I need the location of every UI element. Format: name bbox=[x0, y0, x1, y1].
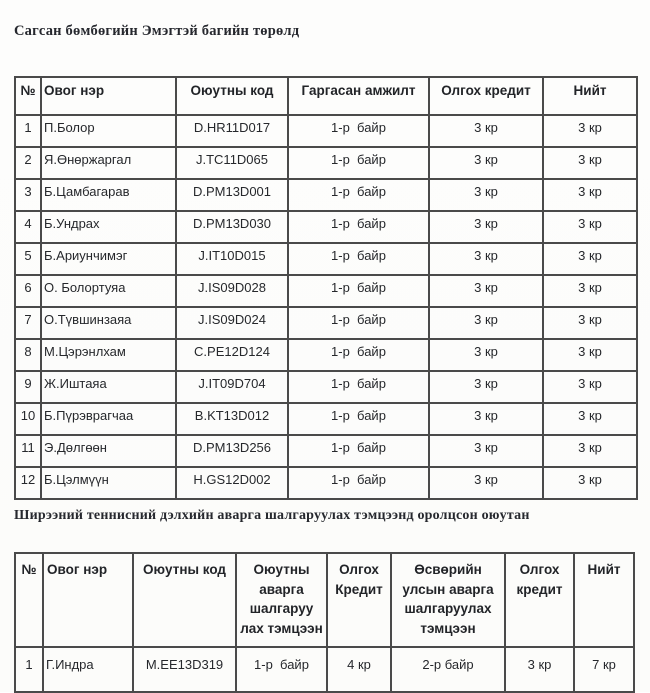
table-row bbox=[15, 115, 637, 147]
name-cell: М.Цэрэнлхам bbox=[41, 339, 176, 371]
credit-cell: 3 кр bbox=[505, 647, 574, 692]
table2-header-row bbox=[15, 553, 634, 647]
section2-title: Ширээний теннисний дэлхийн аварга шалгаруулах тэмцээнд оролцсон оюутан bbox=[14, 508, 530, 523]
table-row bbox=[15, 435, 637, 467]
credit-cell: 3 кр bbox=[429, 211, 543, 243]
row-number-cell: 8 bbox=[15, 339, 41, 371]
row-number-cell: 4 bbox=[15, 211, 41, 243]
credit-cell: 3 кр bbox=[429, 403, 543, 435]
table-row bbox=[15, 307, 637, 339]
section1-title: Сагсан бөмбөгийн Эмэгтэй багийн төрөлд bbox=[14, 23, 300, 39]
student-code-cell: D.PM13D256 bbox=[176, 435, 288, 467]
table-row bbox=[15, 147, 637, 179]
name-cell: Я.Өнөржаргал bbox=[41, 147, 176, 179]
name-cell: О. Болортуяа bbox=[41, 275, 176, 307]
student-code-cell: J.IT09D704 bbox=[176, 371, 288, 403]
credit-cell: 3 кр bbox=[429, 467, 543, 499]
student-code-cell: D.PM13D001 bbox=[176, 179, 288, 211]
row-number-cell: 3 bbox=[15, 179, 41, 211]
name-cell: Б.Пүрэврагчаа bbox=[41, 403, 176, 435]
row-number-cell: 2 bbox=[15, 147, 41, 179]
name-cell: Ж.Иштаяа bbox=[41, 371, 176, 403]
table1-header-credit: Олгох кредит bbox=[429, 77, 543, 115]
table1-header-student-code: Оюутны код bbox=[176, 77, 288, 115]
table-row bbox=[15, 647, 634, 692]
achievement-cell: 1-р байр bbox=[288, 403, 429, 435]
basketball-credits-table bbox=[14, 76, 638, 500]
name-cell: Б.Ариунчимэг bbox=[41, 243, 176, 275]
total-cell: 3 кр bbox=[543, 243, 637, 275]
name-cell: Г.Индра bbox=[43, 647, 133, 692]
student-code-cell: J.IS09D024 bbox=[176, 307, 288, 339]
student-code-cell: C.PE12D124 bbox=[176, 339, 288, 371]
credit-cell: 3 кр bbox=[429, 307, 543, 339]
placement-cell: 2-р байр bbox=[391, 647, 505, 692]
table2-header-credit-1: Олгох Кредит bbox=[327, 553, 391, 647]
student-code-cell: D.PM13D030 bbox=[176, 211, 288, 243]
credit-cell: 3 кр bbox=[429, 371, 543, 403]
name-cell: Б.Цэлмүүн bbox=[41, 467, 176, 499]
row-number-cell: 1 bbox=[15, 647, 43, 692]
table2-header-name: Овог нэр bbox=[43, 553, 133, 647]
achievement-cell: 1-р байр bbox=[288, 115, 429, 147]
total-cell: 3 кр bbox=[543, 371, 637, 403]
student-code-cell: J.IT10D015 bbox=[176, 243, 288, 275]
name-cell: О.Түвшинзаяа bbox=[41, 307, 176, 339]
credit-cell: 3 кр bbox=[429, 115, 543, 147]
name-cell: П.Болор bbox=[41, 115, 176, 147]
row-number-cell: 7 bbox=[15, 307, 41, 339]
student-code-cell: M.EE13D319 bbox=[133, 647, 236, 692]
total-cell: 3 кр bbox=[543, 179, 637, 211]
table-row bbox=[15, 211, 637, 243]
total-cell: 3 кр bbox=[543, 275, 637, 307]
table-row bbox=[15, 371, 637, 403]
student-code-cell: B.KT13D012 bbox=[176, 403, 288, 435]
student-code-cell: H.GS12D002 bbox=[176, 467, 288, 499]
credit-cell: 3 кр bbox=[429, 275, 543, 307]
table1-header-row bbox=[15, 77, 637, 115]
row-number-cell: 5 bbox=[15, 243, 41, 275]
total-cell: 3 кр bbox=[543, 147, 637, 179]
achievement-cell: 1-р байр bbox=[288, 243, 429, 275]
table-row bbox=[15, 243, 637, 275]
table2-header-credit-2: Олгох кредит bbox=[505, 553, 574, 647]
total-cell: 3 кр bbox=[543, 435, 637, 467]
achievement-cell: 1-р байр bbox=[288, 147, 429, 179]
row-number-cell: 1 bbox=[15, 115, 41, 147]
total-cell: 7 кр bbox=[574, 647, 634, 692]
credit-cell: 4 кр bbox=[327, 647, 391, 692]
achievement-cell: 1-р байр bbox=[288, 339, 429, 371]
total-cell: 3 кр bbox=[543, 339, 637, 371]
table1-header-number: № bbox=[15, 77, 41, 115]
table1-header-achievement: Гаргасан амжилт bbox=[288, 77, 429, 115]
total-cell: 3 кр bbox=[543, 211, 637, 243]
student-code-cell: D.HR11D017 bbox=[176, 115, 288, 147]
credit-cell: 3 кр bbox=[429, 179, 543, 211]
name-cell: Б.Ундрах bbox=[41, 211, 176, 243]
row-number-cell: 10 bbox=[15, 403, 41, 435]
achievement-cell: 1-р байр bbox=[288, 435, 429, 467]
table-row bbox=[15, 467, 637, 499]
table2-header-student-championship: Оюутны аварга шалгаруу лах тэмцээн bbox=[236, 553, 327, 647]
achievement-cell: 1-р байр bbox=[288, 275, 429, 307]
achievement-cell: 1-р байр bbox=[288, 467, 429, 499]
table2-header-junior-championship: Өсвөрийн улсын аварга шалгаруулах тэмцээн bbox=[391, 553, 505, 647]
credit-cell: 3 кр bbox=[429, 243, 543, 275]
student-code-cell: J.TC11D065 bbox=[176, 147, 288, 179]
row-number-cell: 12 bbox=[15, 467, 41, 499]
table1-header-total: Нийт bbox=[543, 77, 637, 115]
row-number-cell: 6 bbox=[15, 275, 41, 307]
student-code-cell: J.IS09D028 bbox=[176, 275, 288, 307]
table-row bbox=[15, 179, 637, 211]
credit-cell: 3 кр bbox=[429, 435, 543, 467]
achievement-cell: 1-р байр bbox=[288, 179, 429, 211]
total-cell: 3 кр bbox=[543, 115, 637, 147]
name-cell: Б.Цамбагарав bbox=[41, 179, 176, 211]
table1-header-name: Овог нэр bbox=[41, 77, 176, 115]
total-cell: 3 кр bbox=[543, 403, 637, 435]
name-cell: Э.Дөлгөөн bbox=[41, 435, 176, 467]
row-number-cell: 9 bbox=[15, 371, 41, 403]
table-row bbox=[15, 339, 637, 371]
achievement-cell: 1-р байр bbox=[288, 307, 429, 339]
table2-header-total: Нийт bbox=[574, 553, 634, 647]
achievement-cell: 1-р байр bbox=[288, 211, 429, 243]
table2-header-student-code: Оюутны код bbox=[133, 553, 236, 647]
placement-cell: 1-р байр bbox=[236, 647, 327, 692]
table-tennis-credits-table bbox=[14, 552, 635, 693]
achievement-cell: 1-р байр bbox=[288, 371, 429, 403]
total-cell: 3 кр bbox=[543, 307, 637, 339]
credit-cell: 3 кр bbox=[429, 339, 543, 371]
credit-cell: 3 кр bbox=[429, 147, 543, 179]
total-cell: 3 кр bbox=[543, 467, 637, 499]
table-row bbox=[15, 403, 637, 435]
table-row bbox=[15, 275, 637, 307]
row-number-cell: 11 bbox=[15, 435, 41, 467]
table2-header-number: № bbox=[15, 553, 43, 647]
